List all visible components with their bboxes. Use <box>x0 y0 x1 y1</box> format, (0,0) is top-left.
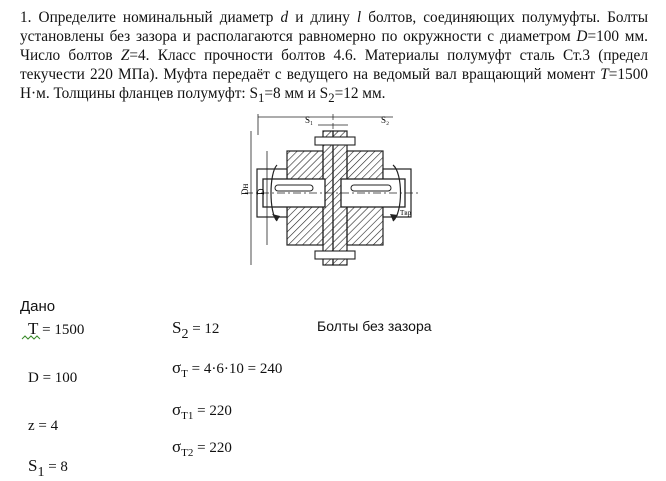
coupling-drawing <box>240 113 423 273</box>
given-heading: Дано <box>20 298 56 315</box>
bolt-top <box>315 137 355 145</box>
label-dh: Dн <box>240 183 250 195</box>
given-S1: $S_1 = 8$ <box>28 456 68 480</box>
given-sigmaT1: $\sigma_{T1} = 220$ <box>172 400 232 422</box>
given-sigmaT2: $\sigma_{T2} = 220$ <box>172 437 232 459</box>
problem-number: 1. <box>20 9 32 26</box>
label-s1: S₁ <box>305 115 314 125</box>
given-sigmaT: $\sigma_T = 4\cdot 6\cdot 10 = 240$ <box>172 358 283 380</box>
note-no-clearance: Болты без зазора <box>317 318 432 334</box>
problem-statement: 1. Определите номинальный диаметр d и длину l болтов, соединяющих полумуфты. Болты установлены без зазора и располагаются равномерно по окружности с диаметром D=100 мм. Число болтов Z=4. Класс прочности болтов 4.6. Материалы полумуфт сталь Ст.3 (предел текучести 220 МПа). Муфта передаёт с ведущего на ведомый вал вращающий момент T=1500 Н·м. Толщины фланцев полумуфт: $S_1=8$ мм и $S_2=12$ мм. <box>20 9 648 106</box>
given-z: z = 4 <box>28 418 59 434</box>
given-T: T = 1500 <box>28 319 85 338</box>
label-s2: S₂ <box>381 115 390 125</box>
label-tvr: Tвр <box>400 209 412 217</box>
given-D: D = 100 <box>28 370 78 386</box>
label-d: D <box>256 188 266 195</box>
spellcheck-squiggle <box>22 336 40 342</box>
given-S2: $S_2 = 12$ <box>172 318 220 342</box>
bolt-bottom <box>315 251 355 259</box>
